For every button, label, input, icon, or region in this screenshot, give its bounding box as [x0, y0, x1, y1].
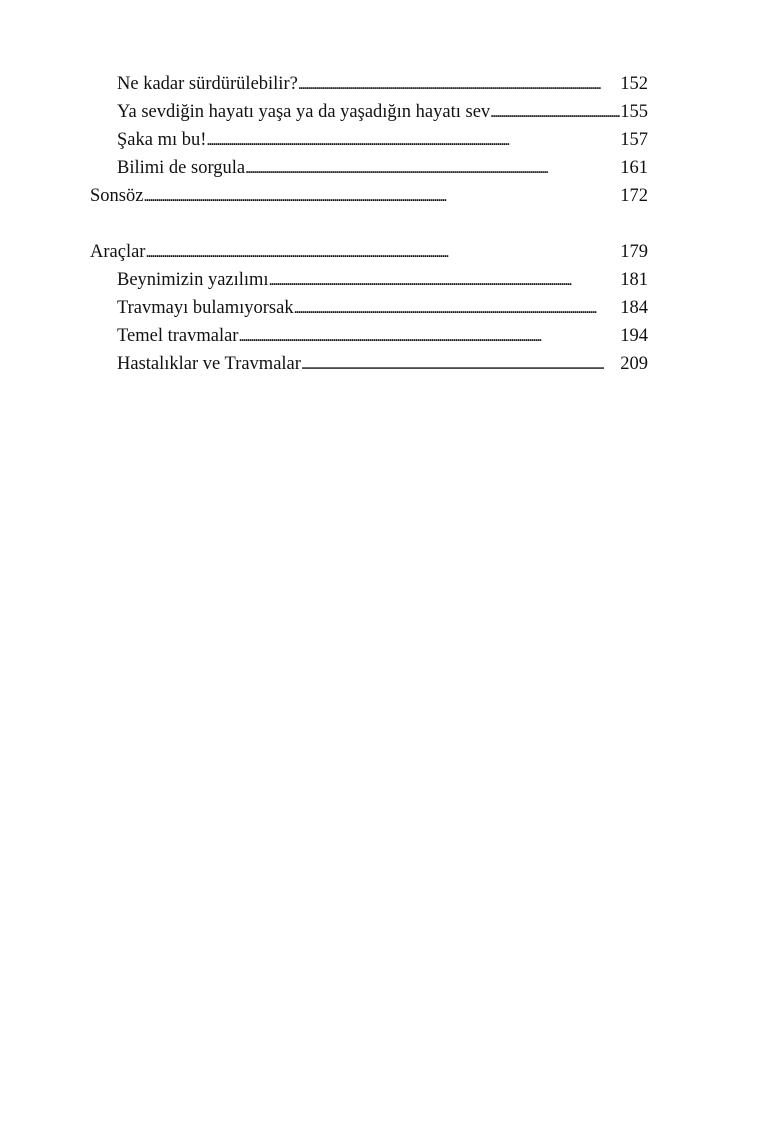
toc-dot-leader	[301, 351, 620, 379]
toc-entry-title: Travmayı bulamıyorsak	[117, 298, 294, 318]
toc-entry-page: 161	[620, 158, 648, 178]
toc-entry-page: 157	[620, 130, 648, 150]
toc-entry	[90, 126, 648, 154]
toc-entry-page: 155	[620, 102, 648, 122]
toc-entry	[90, 70, 648, 98]
toc-dot-leader	[238, 323, 620, 351]
toc-entry	[90, 266, 648, 294]
toc-dot-leader	[245, 155, 620, 183]
toc-entry-page: 179	[620, 242, 648, 262]
toc-entry-page: 184	[620, 298, 648, 318]
toc-entry	[90, 322, 648, 350]
toc-dot-leader	[298, 71, 620, 99]
toc-entry-page: 194	[620, 326, 648, 346]
toc-entry-title: Sonsöz	[90, 186, 144, 206]
toc-entry	[90, 294, 648, 322]
toc-entry	[90, 154, 648, 182]
toc-entry-title: Ne kadar sürdürülebilir?	[117, 74, 298, 94]
toc-entry-page: 172	[620, 186, 648, 206]
toc-entry-title: Ya sevdiğin hayatı yaşa ya da yaşadığın hayatı sev	[117, 102, 491, 122]
toc-entry	[90, 350, 648, 378]
toc-entry-title: Hastalıklar ve Travmalar	[117, 354, 301, 374]
toc-dot-leader	[490, 99, 620, 127]
toc-dot-leader	[294, 295, 621, 323]
toc-dot-leader	[145, 239, 620, 267]
toc-entry-title: Bilimi de sorgula	[117, 158, 246, 178]
toc-entry-title: Şaka mı bu!	[117, 130, 207, 150]
toc-section-entry	[90, 182, 648, 210]
toc-entry-title: Beynimizin yazılımı	[117, 270, 269, 290]
toc-dot-leader	[206, 127, 620, 155]
toc-entry-title: Araçlar	[90, 242, 146, 262]
toc-dot-leader	[143, 183, 620, 211]
table-of-contents	[90, 70, 648, 378]
toc-entry-page: 152	[620, 74, 648, 94]
toc-dot-leader	[269, 267, 621, 295]
toc-section-entry	[90, 238, 648, 266]
toc-entry-page: 181	[620, 270, 648, 290]
toc-entry-title: Temel travmalar	[117, 326, 239, 346]
toc-entry-page: 209	[620, 354, 648, 374]
toc-entry	[90, 98, 648, 126]
